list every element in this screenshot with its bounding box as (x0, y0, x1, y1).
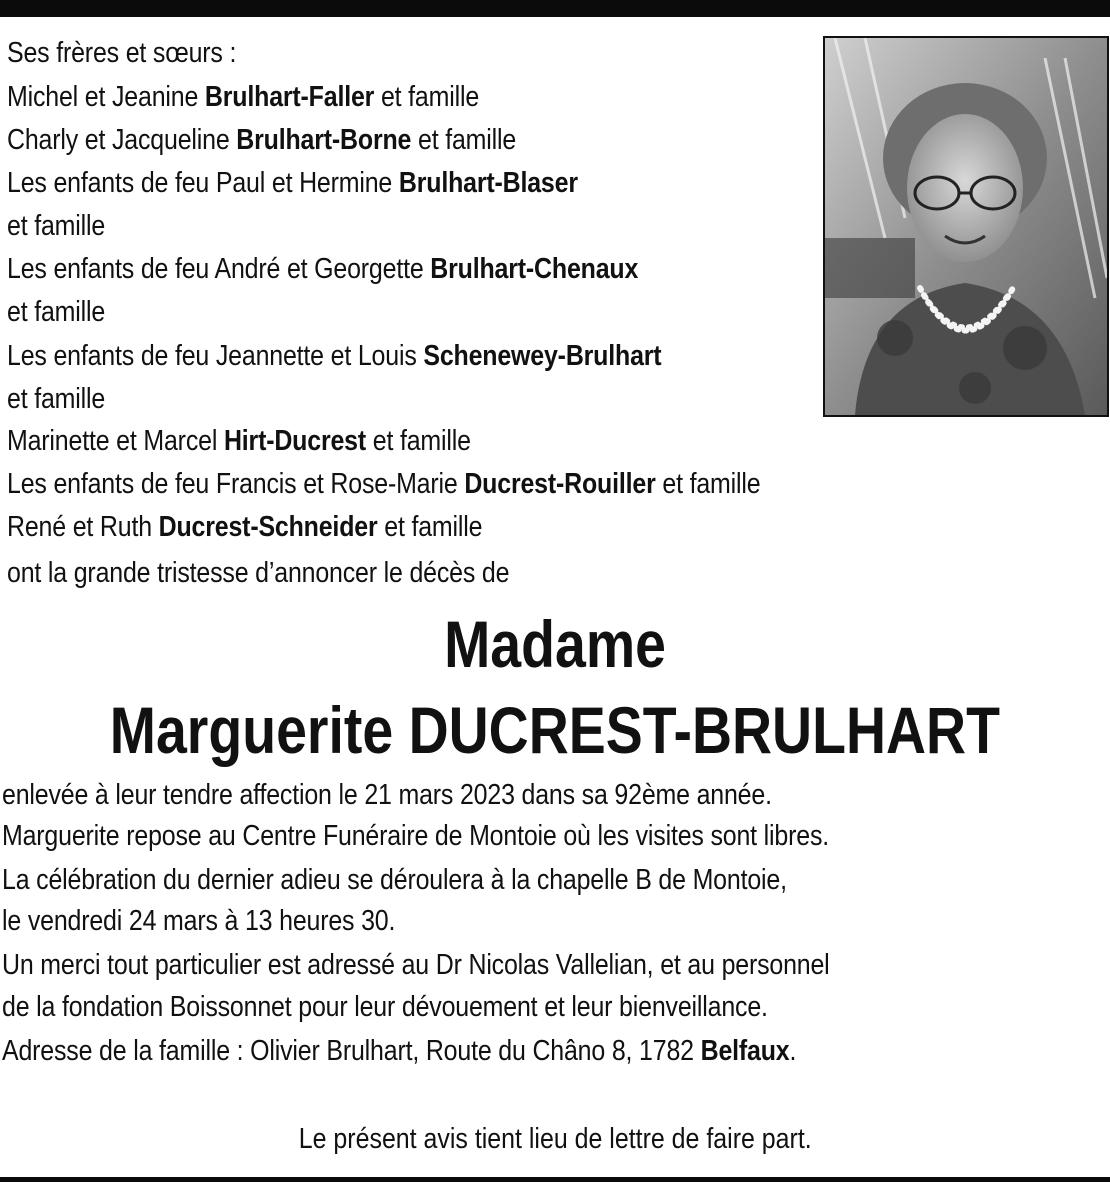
body-line: La célébration du dernier adieu se déroulera à la chapelle B de Montoie, (2, 864, 787, 896)
honorific-title: Madame (444, 607, 666, 681)
body-line: Un merci tout particulier est adressé au Dr Nicolas Vallelian, et au personnel (2, 949, 830, 981)
family-line: ont la grande tristesse d’annoncer le décès de (7, 557, 510, 589)
family-line: Marinette et Marcel Hirt-Ducrest et famille (7, 425, 471, 457)
family-line: et famille (7, 383, 106, 415)
footer-note: Le présent avis tient lieu de lettre de faire part. (298, 1123, 812, 1155)
family-line: René et Ruth Ducrest-Schneider et famille (7, 511, 483, 543)
family-line: et famille (7, 210, 106, 242)
bottom-rule (0, 1177, 1110, 1182)
body-line: Marguerite repose au Centre Funéraire de Montoie où les visites sont libres. (2, 820, 829, 852)
body-line: enlevée à leur tendre affection le 21 mars 2023 dans sa 92ème année. (2, 779, 772, 811)
family-line: et famille (7, 296, 106, 328)
family-line: Les enfants de feu Jeannette et Louis Schenewey-Brulhart (7, 340, 662, 372)
family-line: Les enfants de feu André et Georgette Brulhart-Chenaux (7, 253, 639, 285)
family-line: Ses frères et sœurs : (7, 37, 237, 69)
deceased-name: Marguerite DUCREST-BRULHART (109, 693, 1001, 767)
body-line: Adresse de la famille : Olivier Brulhart, Route du Châno 8, 1782 Belfaux. (2, 1035, 797, 1067)
family-line: Charly et Jacqueline Brulhart-Borne et famille (7, 124, 517, 156)
family-line: Les enfants de feu Francis et Rose-Marie Ducrest-Rouiller et famille (7, 468, 761, 500)
family-line: Michel et Jeanine Brulhart-Faller et famille (7, 81, 480, 113)
body-line: de la fondation Boissonnet pour leur dévouement et leur bienveillance. (2, 991, 768, 1023)
top-rule (0, 0, 1110, 17)
portrait-photo (823, 36, 1109, 417)
body-line: le vendredi 24 mars à 13 heures 30. (2, 905, 396, 937)
family-line: Les enfants de feu Paul et Hermine Brulhart-Blaser (7, 167, 578, 199)
